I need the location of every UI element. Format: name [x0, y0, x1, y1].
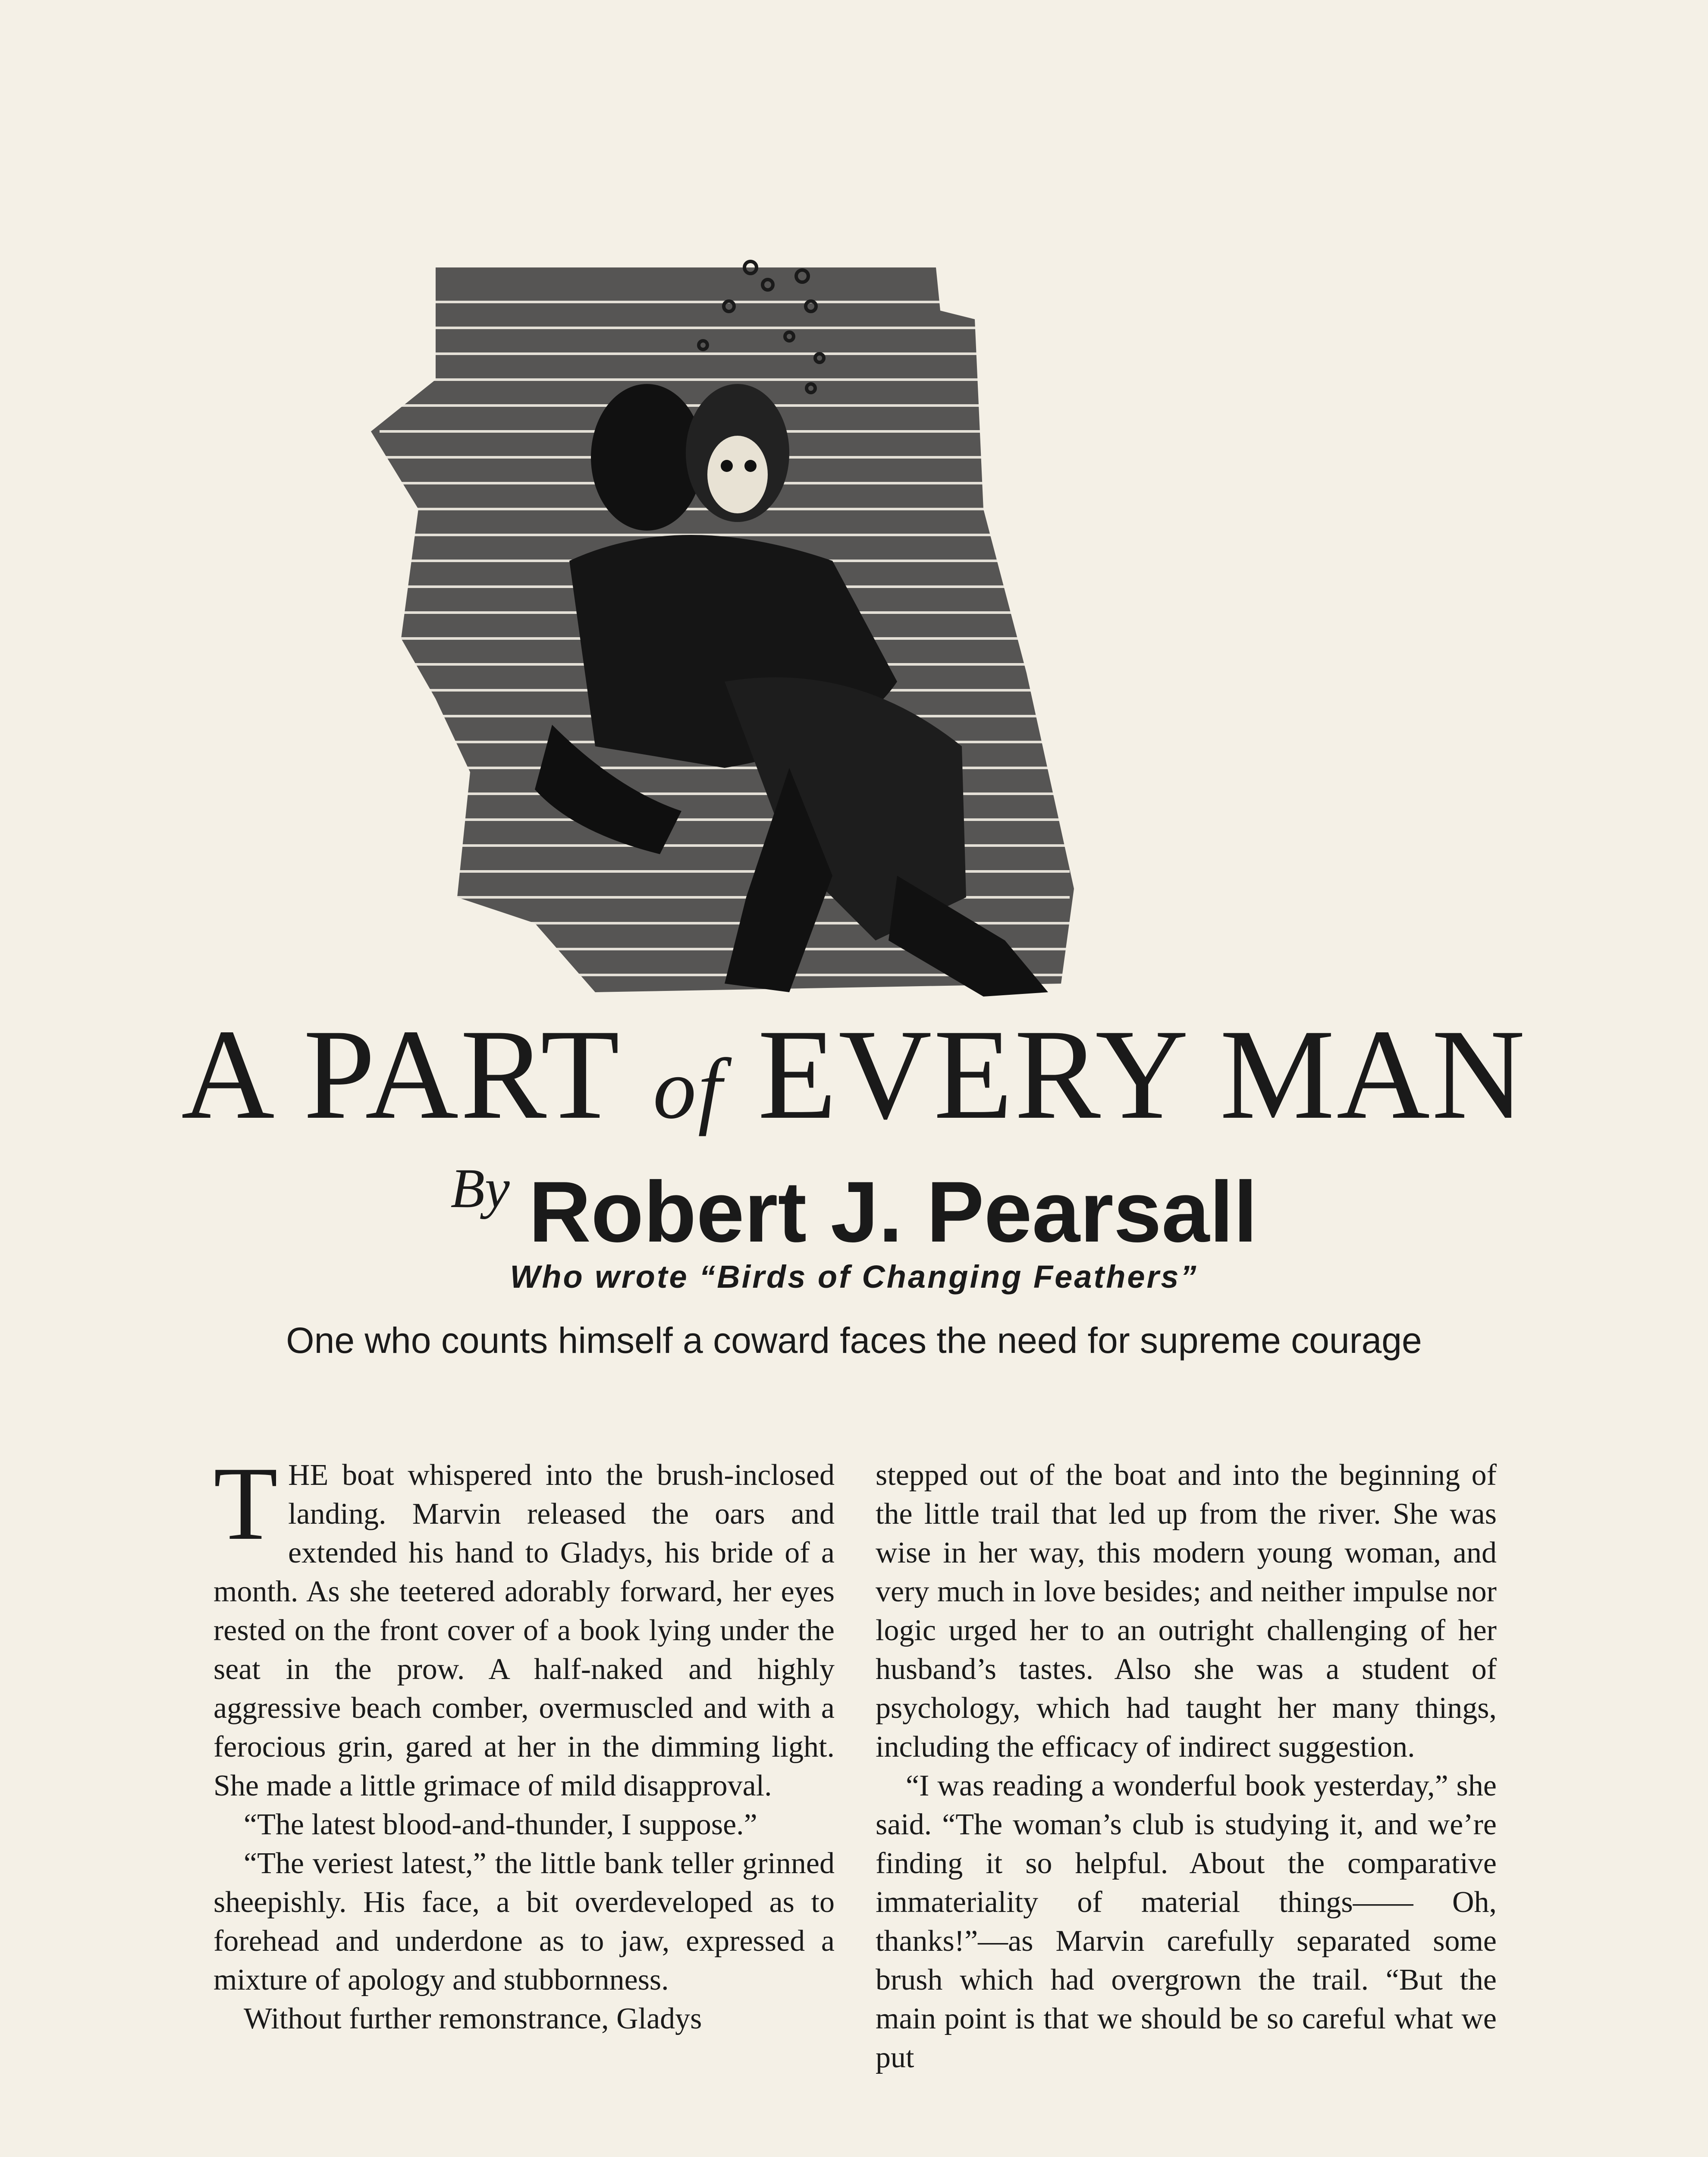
body-column-left: [214, 1445, 835, 2157]
title-of: of: [653, 1041, 724, 1137]
story-deck: One who counts himself a coward faces the need for supreme courage: [286, 1320, 1422, 1361]
author-name: Robert J. Pearsall: [528, 1164, 1258, 1260]
paragraph: [214, 1445, 835, 1805]
byline-prefix: By: [450, 1157, 510, 1220]
two-men-underwater-struggle-illustration-icon: [293, 250, 1285, 1027]
byline: [0, 1156, 1708, 1268]
drop-cap: T: [214, 1445, 278, 1562]
body-column-right: [876, 1456, 1497, 2157]
title-part-one: A PART: [181, 1003, 619, 1146]
story-illustration: [293, 250, 1285, 1027]
paragraph: Without further remonstrance, Gladys: [244, 2002, 702, 2035]
paragraph: stepped out of the boat and into the beginning of the little trail that led up from the river. She was wise in her way, this modern young woman, and very much in love besides; and neither impulse nor logic urged her to an outright challenging of her husband’s tastes. Also she was a student of psychology, which had taught her many things, including the efficacy of indirect suggestion.: [876, 1459, 1497, 1764]
paragraph: “The veriest latest,” the little bank teller grinned sheepishly. His face, a bit overdeveloped as to forehead and underdone as to jaw, expressed a mixture of apology and stubbornness.: [214, 1847, 835, 1997]
paragraph: “I was reading a wonderful book yesterday,” she said. “The woman’s club is studying it, and we’re finding it so helpful. About the comparative immateriality of material things—— Oh, thanks!”—as Marvin carefully separated some brush which had overgrown the trail. “But the main point is that we should be so careful what we put: [876, 1769, 1497, 2074]
author-credit: Who wrote “Birds of Changing Feathers”: [510, 1259, 1198, 1295]
story-title: [0, 992, 1708, 1156]
paragraph-text: HE boat whispered into the brush-inclosed landing. Marvin released the oars and extended his hand to Gladys, his bride of a month. As she teetered adorably forward, her eyes rested on the front cover of a book lying under the seat in the prow. A half-naked and highly aggressive beach comber, overmuscled and with a ferocious grin, gared at her in the dimming light. She made a little grimace of mild disapproval.: [214, 1459, 835, 1802]
title-part-two: EVERY MAN: [757, 1003, 1527, 1146]
paragraph: “The latest blood-and-thunder, I suppose.”: [244, 1808, 757, 1841]
